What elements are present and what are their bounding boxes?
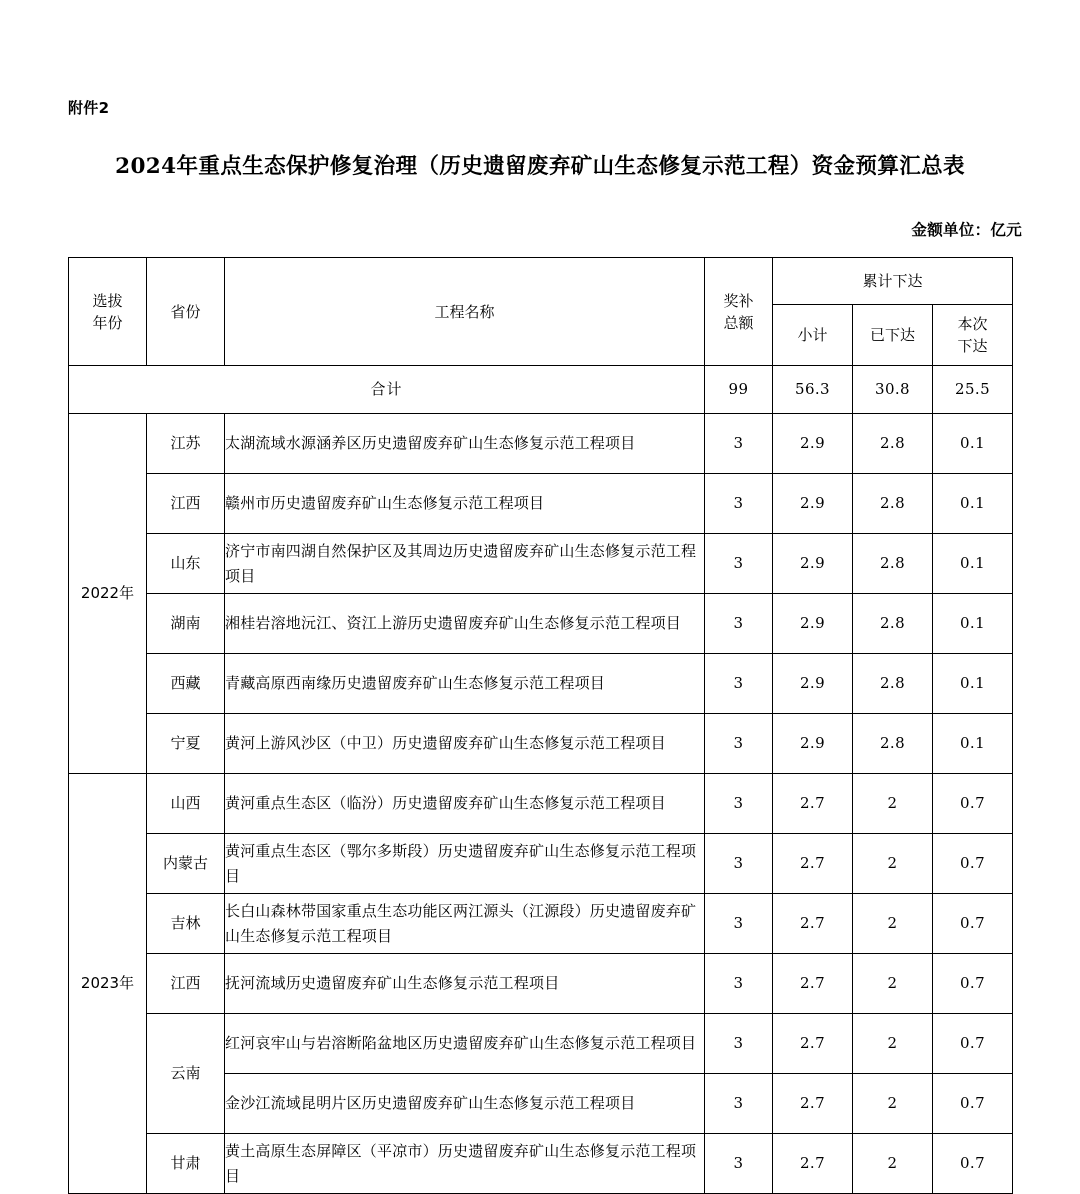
column-header-province: 省份 bbox=[147, 258, 225, 366]
row-already-issued: 2.8 bbox=[853, 414, 933, 474]
row-award-total: 3 bbox=[705, 414, 773, 474]
row-current-issue: 0.1 bbox=[933, 714, 1013, 774]
row-project-name: 红河哀牢山与岩溶断陷盆地区历史遗留废弃矿山生态修复示范工程项目 bbox=[225, 1014, 705, 1074]
row-current-issue: 0.7 bbox=[933, 894, 1013, 954]
row-subtotal: 2.9 bbox=[773, 654, 853, 714]
row-subtotal: 2.7 bbox=[773, 834, 853, 894]
column-header-year-line2: 年份 bbox=[92, 313, 123, 332]
row-award-total: 3 bbox=[705, 534, 773, 594]
column-header-award-total bbox=[705, 258, 773, 366]
column-header-current-line1: 本次 bbox=[957, 315, 988, 333]
row-project-name: 黄河上游风沙区（中卫）历史遗留废弃矿山生态修复示范工程项目 bbox=[225, 714, 705, 774]
page-title: 2024年重点生态保护修复治理（历史遗留废弃矿山生态修复示范工程）资金预算汇总表 bbox=[115, 154, 965, 179]
row-award-total: 3 bbox=[705, 894, 773, 954]
total-row-current-issue: 25.5 bbox=[933, 366, 1013, 414]
row-project-name: 赣州市历史遗留废弃矿山生态修复示范工程项目 bbox=[225, 474, 705, 534]
row-already-issued: 2.8 bbox=[853, 474, 933, 534]
row-subtotal: 2.9 bbox=[773, 534, 853, 594]
row-project-name: 黄土高原生态屏障区（平凉市）历史遗留废弃矿山生态修复示范工程项目 bbox=[225, 1134, 705, 1194]
table-body bbox=[69, 366, 1013, 1194]
row-already-issued: 2 bbox=[853, 1014, 933, 1074]
row-province: 江西 bbox=[147, 954, 225, 1014]
row-province: 山西 bbox=[147, 774, 225, 834]
row-project-name: 黄河重点生态区（临汾）历史遗留废弃矿山生态修复示范工程项目 bbox=[225, 774, 705, 834]
row-province: 山东 bbox=[147, 534, 225, 594]
table-row bbox=[69, 1134, 1013, 1194]
budget-table bbox=[68, 257, 1013, 1194]
table-row bbox=[69, 774, 1013, 834]
table-row bbox=[69, 654, 1013, 714]
column-header-current-issue bbox=[933, 305, 1013, 366]
row-award-total: 3 bbox=[705, 774, 773, 834]
column-header-award-line2: 总额 bbox=[723, 313, 754, 332]
row-already-issued: 2 bbox=[853, 834, 933, 894]
row-province: 云南 bbox=[147, 1014, 225, 1134]
row-current-issue: 0.1 bbox=[933, 654, 1013, 714]
row-project-name: 湘桂岩溶地沅江、资江上游历史遗留废弃矿山生态修复示范工程项目 bbox=[225, 594, 705, 654]
row-province: 西藏 bbox=[147, 654, 225, 714]
row-project-name: 太湖流域水源涵养区历史遗留废弃矿山生态修复示范工程项目 bbox=[225, 414, 705, 474]
row-already-issued: 2.8 bbox=[853, 594, 933, 654]
table-row bbox=[69, 954, 1013, 1014]
row-award-total: 3 bbox=[705, 654, 773, 714]
row-current-issue: 0.1 bbox=[933, 594, 1013, 654]
row-current-issue: 0.7 bbox=[933, 774, 1013, 834]
total-row-award-total: 99 bbox=[705, 366, 773, 414]
row-project-name: 抚河流域历史遗留废弃矿山生态修复示范工程项目 bbox=[225, 954, 705, 1014]
column-header-subtotal: 小计 bbox=[773, 305, 853, 366]
table-header bbox=[69, 258, 1013, 366]
row-subtotal: 2.9 bbox=[773, 414, 853, 474]
row-award-total: 3 bbox=[705, 1014, 773, 1074]
row-subtotal: 2.7 bbox=[773, 894, 853, 954]
row-province: 甘肃 bbox=[147, 1134, 225, 1194]
row-subtotal: 2.7 bbox=[773, 1074, 853, 1134]
row-current-issue: 0.1 bbox=[933, 534, 1013, 594]
row-award-total: 3 bbox=[705, 594, 773, 654]
row-award-total: 3 bbox=[705, 954, 773, 1014]
amount-unit-note: 金额单位：亿元 bbox=[911, 220, 1022, 239]
row-already-issued: 2 bbox=[853, 1134, 933, 1194]
row-award-total: 3 bbox=[705, 834, 773, 894]
header-row-1 bbox=[69, 258, 1013, 305]
row-subtotal: 2.7 bbox=[773, 954, 853, 1014]
column-header-current-line2: 下达 bbox=[957, 337, 988, 355]
row-already-issued: 2.8 bbox=[853, 654, 933, 714]
table-row bbox=[69, 894, 1013, 954]
row-province: 宁夏 bbox=[147, 714, 225, 774]
row-project-name: 长白山森林带国家重点生态功能区两江源头（江源段）历史遗留废弃矿山生态修复示范工程项目 bbox=[225, 894, 705, 954]
total-row-label: 合计 bbox=[69, 366, 705, 414]
row-award-total: 3 bbox=[705, 1074, 773, 1134]
table-row bbox=[69, 834, 1013, 894]
table-row bbox=[69, 714, 1013, 774]
column-header-year-line1: 选拔 bbox=[92, 291, 123, 310]
row-already-issued: 2.8 bbox=[853, 714, 933, 774]
column-header-already-issued: 已下达 bbox=[853, 305, 933, 366]
row-subtotal: 2.9 bbox=[773, 594, 853, 654]
row-current-issue: 0.7 bbox=[933, 1074, 1013, 1134]
row-project-name: 济宁市南四湖自然保护区及其周边历史遗留废弃矿山生态修复示范工程项目 bbox=[225, 534, 705, 594]
row-subtotal: 2.9 bbox=[773, 714, 853, 774]
total-row-subtotal: 56.3 bbox=[773, 366, 853, 414]
column-header-project: 工程名称 bbox=[225, 258, 705, 366]
table-row bbox=[69, 594, 1013, 654]
row-selection-year: 2023年 bbox=[69, 774, 147, 1194]
row-subtotal: 2.7 bbox=[773, 1014, 853, 1074]
row-already-issued: 2.8 bbox=[853, 534, 933, 594]
row-province: 内蒙古 bbox=[147, 834, 225, 894]
table-row bbox=[69, 474, 1013, 534]
row-award-total: 3 bbox=[705, 1134, 773, 1194]
row-current-issue: 0.1 bbox=[933, 414, 1013, 474]
row-province: 吉林 bbox=[147, 894, 225, 954]
row-province: 江苏 bbox=[147, 414, 225, 474]
row-subtotal: 2.9 bbox=[773, 474, 853, 534]
row-award-total: 3 bbox=[705, 474, 773, 534]
row-project-name: 黄河重点生态区（鄂尔多斯段）历史遗留废弃矿山生态修复示范工程项目 bbox=[225, 834, 705, 894]
row-already-issued: 2 bbox=[853, 774, 933, 834]
row-selection-year: 2022年 bbox=[69, 414, 147, 774]
table-row bbox=[69, 414, 1013, 474]
table-row bbox=[69, 1014, 1013, 1074]
row-subtotal: 2.7 bbox=[773, 774, 853, 834]
table-row bbox=[69, 534, 1013, 594]
column-header-award-line1: 奖补 bbox=[723, 291, 754, 310]
row-already-issued: 2 bbox=[853, 1074, 933, 1134]
row-current-issue: 0.7 bbox=[933, 1134, 1013, 1194]
row-already-issued: 2 bbox=[853, 954, 933, 1014]
row-award-total: 3 bbox=[705, 714, 773, 774]
row-current-issue: 0.7 bbox=[933, 954, 1013, 1014]
row-already-issued: 2 bbox=[853, 894, 933, 954]
column-header-cumulative-issue: 累计下达 bbox=[773, 258, 1013, 305]
total-row bbox=[69, 366, 1013, 414]
row-subtotal: 2.7 bbox=[773, 1134, 853, 1194]
row-province: 江西 bbox=[147, 474, 225, 534]
row-current-issue: 0.7 bbox=[933, 834, 1013, 894]
row-project-name: 金沙江流域昆明片区历史遗留废弃矿山生态修复示范工程项目 bbox=[225, 1074, 705, 1134]
attachment-label: 附件2 bbox=[68, 99, 110, 117]
column-header-year bbox=[69, 258, 147, 366]
total-row-already-issued: 30.8 bbox=[853, 366, 933, 414]
budget-table-container bbox=[68, 257, 1012, 1194]
row-current-issue: 0.1 bbox=[933, 474, 1013, 534]
row-current-issue: 0.7 bbox=[933, 1014, 1013, 1074]
row-province: 湖南 bbox=[147, 594, 225, 654]
row-project-name: 青藏高原西南缘历史遗留废弃矿山生态修复示范工程项目 bbox=[225, 654, 705, 714]
